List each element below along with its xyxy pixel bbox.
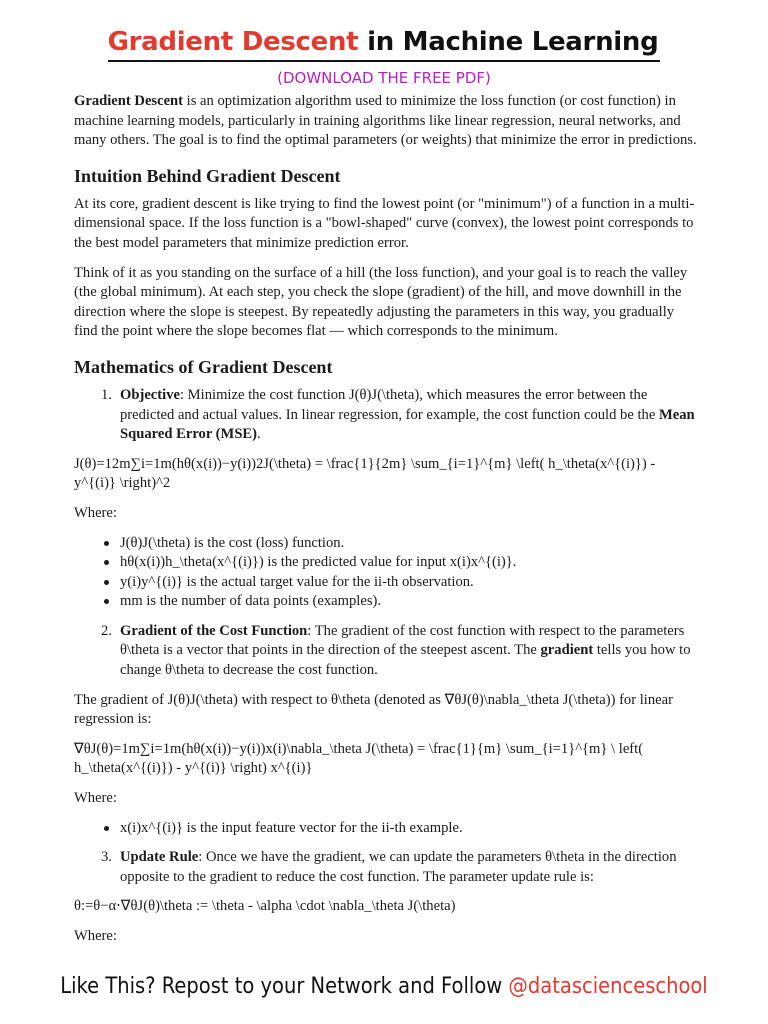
page-title (0, 24, 768, 62)
intuition-heading: Intuition Behind Gradient Descent (74, 165, 341, 186)
footer-text: Like This? Repost to your Network and Follow (60, 972, 509, 999)
where-label: Where: (74, 504, 117, 521)
item-bold: Gradient of the Cost Function (120, 622, 308, 639)
item-number: 2. (101, 622, 112, 639)
intro-paragraph (74, 92, 700, 151)
list-item (74, 534, 700, 554)
title-underline (108, 24, 661, 62)
article-body (74, 92, 700, 957)
bullet-icon (104, 560, 109, 565)
intuition-paragraph-1: At its core, gradient descent is like trying to find the lowest point (or "minimum") of a function in a multi-dimensional space. If the loss function is a "bowl-shaped" curve (convex), the lowest point corresponds to the best model parameters that minimize prediction error. (74, 195, 695, 251)
download-pdf-link[interactable]: (DOWNLOAD THE FREE PDF) (277, 69, 491, 87)
gradient-terms-list (74, 819, 700, 839)
cost-function-formula: J(θ)=12m∑i=1m(hθ(x(i))−y(i))2J(\theta) = \frac{1}{2m} \sum_{i=1}^{m} \left( h_\theta(x^{(i)}) - y^{(i)} \right)^2 (74, 455, 656, 492)
where-label: Where: (74, 790, 117, 807)
list-item-text: hθ(x(i))h_\theta(x^{(i)}) is the predicted value for input x(i)x^{(i)}. (120, 554, 517, 571)
numbered-item-gradient (74, 622, 700, 681)
list-item-text: x(i)x^{(i)} is the input feature vector for the ii-th example. (120, 819, 463, 836)
list-item (74, 819, 700, 839)
item-bold: Objective (120, 386, 180, 403)
item-end: tells you how to change θ\theta to decrease the cost function. (120, 642, 691, 679)
cost-terms-list (74, 534, 700, 612)
intro-text: is an optimization algorithm used to minimize the loss function (or cost function) in machine learning models, particularly in training algorithms like linear regression, neural networks, and many others. The goal is to find the optimal parameters (or weights) that minimize the error in predictions. (74, 93, 697, 149)
title-rest: in Machine Learning (367, 27, 659, 57)
list-item-text: mm is the number of data points (examples). (120, 593, 382, 610)
item-bold-2: Mean Squared Error (MSE) (120, 406, 695, 443)
list-item (74, 573, 700, 593)
item-text: : Minimize the cost function J(θ)J(\theta), which measures the error between the predicted and actual values. In linear regression, for example, the cost function could be the (120, 386, 659, 423)
bullet-icon (104, 826, 109, 831)
title-accent: Gradient Descent (107, 27, 359, 57)
intuition-paragraph-2: Think of it as you standing on the surface of a hill (the loss function), and your goal is to reach the valley (the global minimum). At each step, you check the slope (gradient) of the hill, and move downhill in the direction where the slope is steepest. By repeatedly adjusting the parameters in this way, you gradually find the point where the slope becomes flat — which corresponds to the minimum. (74, 264, 688, 340)
numbered-item-objective (74, 386, 700, 445)
update-rule-formula: θ:=θ−α⋅∇θJ(θ)\theta := \theta - \alpha \cdot \nabla_\theta J(\theta) (74, 898, 456, 915)
where-label: Where: (74, 928, 117, 944)
numbered-item-update-rule (74, 848, 700, 887)
bullet-icon (104, 599, 109, 604)
gradient-formula: ∇θJ(θ)=1m∑i=1m(hθ(x(i))−y(i))x(i)\nabla_\theta J(\theta) = \frac{1}{m} \sum_{i=1}^{m} \ left( h_\theta(x^{(i)}) - y^{(i)} \right) x^{(i)} (74, 740, 644, 777)
footer-cta (0, 973, 768, 999)
gradient-intro: The gradient of J(θ)J(\theta) with respect to θ\theta (denoted as ∇θJ(θ)\nabla_\theta J(\theta)) for linear regression is: (74, 691, 673, 728)
item-number: 3. (101, 849, 112, 866)
list-item (74, 592, 700, 612)
item-text: : Once we have the gradient, we can update the parameters θ\theta in the direction opposite to the gradient to reduce the cost function. The parameter update rule is: (120, 849, 677, 885)
footer-handle-link[interactable]: @datascienceschool (508, 972, 708, 999)
bullet-icon (104, 541, 109, 546)
list-item-text: y(i)y^{(i)} is the actual target value for the ii-th observation. (120, 573, 474, 590)
item-bold: Update Rule (120, 849, 199, 866)
bullet-icon (104, 580, 109, 585)
list-item (74, 553, 700, 573)
item-text: : The gradient of the cost function with respect to the parameters θ\theta is a vector that points in the direction of the steepest ascent. The (120, 622, 685, 659)
intro-bold: Gradient Descent (74, 93, 184, 109)
list-item-text: J(θ)J(\theta) is the cost (loss) function. (120, 534, 345, 551)
item-end: . (257, 426, 261, 443)
item-bold-2: gradient (540, 642, 594, 659)
item-number: 1. (101, 386, 112, 403)
math-heading: Mathematics of Gradient Descent (74, 356, 333, 377)
